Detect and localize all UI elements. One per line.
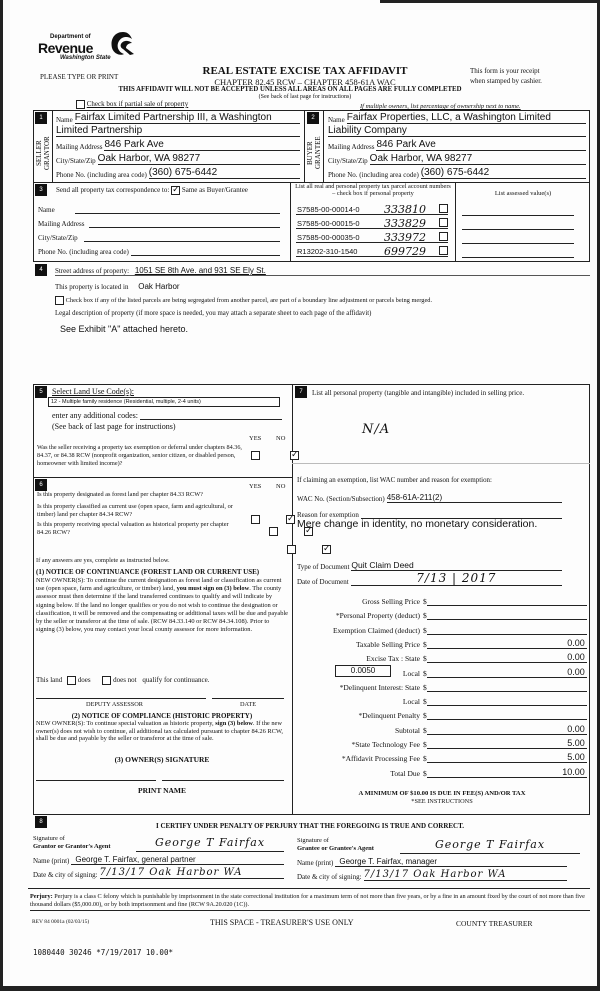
corr-address-input[interactable] [89,217,280,228]
money-label: Gross Selling Price [362,597,420,606]
currency-symbol: $ [423,625,427,635]
currency-symbol: $ [423,654,427,664]
buyer-city-value[interactable]: Oak Harbor, WA 98277 [369,153,473,164]
this-land-label: This land [36,676,63,685]
local-rate-box[interactable]: 0.0050 [335,665,391,677]
scan-border-top [380,0,600,3]
money-label: *Delinquent Interest: State [339,682,420,692]
seller-address-row [56,140,300,151]
assessed-header: List assessed value(s) [494,190,552,197]
buyer-city-row [328,154,586,165]
buyer-address-label: Mailing Address [328,143,375,151]
assessed-value-input[interactable] [462,220,574,230]
personal-property-label: List all personal property (tangible and intangible) included in selling price. [312,389,525,397]
parcel-row [296,203,448,215]
currency-symbol: $ [423,611,427,621]
seller-phone-row [56,168,300,179]
buyer-name-label: Name [328,116,345,124]
money-value[interactable] [427,609,587,620]
parcel-handwritten-id: 333810 [384,203,426,216]
parcel-row [296,245,448,257]
section-number-1: 1 [35,112,47,124]
rev-number: REV 84 0001a (02/03/15) [32,919,90,925]
notice1-bold: you must sign on (3) below [176,585,250,593]
seller-phone-value[interactable]: (360) 675-6442 [148,167,218,178]
wac-label: WAC No. (Section/Subsection) [297,495,385,503]
notice2-text-a: NEW OWNER(S): To continue special valuation as historic property, [36,720,214,727]
exemption-no-checkbox[interactable] [290,451,299,460]
county-treasurer-label: COUNTY TREASURER [456,919,533,928]
yes-no-question: Is this property classified as current use (open space, farm and agricultural, or timber) land per chapter 84.34 RCW? [37,503,233,518]
money-value[interactable]: 5.00 [427,738,587,749]
money-value[interactable]: 0.00 [427,638,587,649]
grantee-label: GRANTEE [314,136,322,170]
currency-symbol: $ [423,682,427,692]
print-name-label: PRINT NAME [138,786,186,795]
section-number-5: 5 [35,386,47,398]
seller-city-label: City/State/Zip [56,157,96,165]
wac-value[interactable]: 458-61A-211(2) [386,493,443,502]
receipt-note-1: This form is your receipt [470,67,540,75]
money-row [300,723,590,735]
currency-symbol: $ [423,711,427,721]
money-row [300,651,590,663]
grantee-name-label: Name (print) [297,859,334,867]
seller-address-label: Mailing Address [56,143,103,151]
land-use-label: Select Land Use Code(s): [52,387,134,396]
grantor-name-value[interactable]: George T. Fairfax, general partner [75,855,196,864]
assessed-divider [455,182,456,262]
seller-side-divider [52,110,53,182]
grantee-sig-label-2: Grantee or Grantee's Agent [297,844,374,852]
personal-property-value[interactable]: N/A [362,422,391,437]
assessed-value-input[interactable] [462,234,574,244]
if-yes-note: If any answers are yes, complete as instructed below. [36,557,170,564]
segregated-checkbox[interactable] [55,296,64,305]
grantor-date-value[interactable]: 7/13/17 Oak Harbor WA [99,867,243,878]
seller-city-value[interactable]: Oak Harbor, WA 98277 [97,153,201,164]
money-label: Subtotal [394,725,420,735]
section-number-6: 6 [35,479,47,491]
corr-name-row [38,203,280,214]
does-checkbox[interactable] [67,676,76,685]
additional-codes-label: enter any additional codes: [52,411,138,420]
parcel-row [296,217,448,229]
assessed-value-input[interactable] [462,248,574,258]
deputy-assessor-label: DEPUTY ASSESSOR [86,701,143,708]
currency-symbol: $ [423,725,427,735]
owner-signature-label: (3) OWNER(S) SIGNATURE [114,755,210,764]
wac-row [297,492,562,503]
scan-border-left [0,0,3,991]
notice1-text-a: NEW OWNER(S): To continue the current designation as forest land or classification as current use (open space, farm and agriculture, or timber) land, [36,577,282,593]
logo-state-text: Washington State [60,55,111,61]
corr-address-row [38,217,280,228]
perjury-bold: Perjury: [30,893,53,900]
money-row [300,737,590,749]
yes-no-question: Is this property designated as forest land per chapter 84.33 RCW? [37,491,203,498]
certify-statement: I CERTIFY UNDER PENALTY OF PERJURY THAT THE FOREGOING IS TRUE AND CORRECT. [155,822,464,830]
grantee-date-row [297,870,567,881]
money-label: Local [402,668,420,678]
land-use-select[interactable]: 12 - Multiple family residence (Residential, multiple, 2-4 units) [48,397,280,407]
section6-top-border [33,477,293,478]
exemption-intro: If claiming an exemption, list WAC number and reason for exemption: [297,477,492,484]
money-label: *Affidavit Processing Fee [341,754,420,764]
currency-symbol: $ [423,697,427,707]
seller-city-row [56,154,300,165]
seller-name-label: Name [56,116,73,124]
money-row [300,608,590,620]
buyer-label: BUYER [306,141,314,165]
s5-yes-header: YES [249,435,262,442]
notice1-title: (1) NOTICE OF CONTINUANCE (FOREST LAND OR CURRENT USE) [36,568,260,576]
reason-value[interactable]: Mere change in identity, no monetary consideration. [297,518,538,530]
money-value[interactable]: 10.00 [427,767,587,778]
currency-symbol: $ [423,597,427,606]
doc-date-value[interactable]: 7/13 | 2017 [416,571,497,585]
buyer-name-row-2 [328,126,586,137]
street-address-value[interactable]: 1051 SE 8th Ave. and 931 SE Ely St. [134,266,266,275]
money-value[interactable]: 0.00 [427,652,587,663]
grantor-label: GRANTOR [43,136,51,170]
money-label: Excise Tax : State [366,654,420,664]
perjury-notice [30,893,590,911]
treasurer-stamp: 1080440 30246 *7/19/2017 10.00* [33,948,173,957]
doc-date-row [297,571,562,586]
receipt-note-2: when stamped by cashier. [470,77,542,85]
send-correspondence-label: Send all property tax correspondence to: [56,186,170,195]
does-not-checkbox[interactable] [102,676,111,685]
owner-signature-line[interactable] [36,780,156,781]
segregated-label: Check box if any of the listed parcels are being segregated from another parcel, are part of a boundary line adjustment or parcels being merged. [65,296,433,304]
assessor-date-line[interactable] [212,698,284,699]
partial-sale-label: Check box if partial sale of property [86,100,189,109]
grantor-sig-label-2: Grantor or Grantor's Agent [33,842,111,850]
section-number-2: 2 [307,112,319,124]
buyer-side-label [305,126,323,182]
notice2-bold: sign (3) below [215,720,253,727]
located-in-value[interactable]: Oak Harbor [138,282,180,291]
grantee-date-value[interactable]: 7/13/17 Oak Harbor WA [363,869,507,880]
buyer-name-row [328,113,586,124]
buyer-phone-value[interactable]: (360) 675-6442 [420,167,490,178]
located-in-label: This property is located in [55,283,129,291]
notice2-text-b: . If the new owner(s) does not wish to continue, all additional tax calculated pursuant to chapter 84.26 RCW, shall be due and payable by the seller or transferor at the time of sale. [36,720,283,742]
money-label: *Personal Property (deduct) [335,611,420,621]
seller-address-value[interactable]: 846 Park Ave [104,139,164,150]
legal-description-label: Legal description of property (if more space is needed, you may attach a separate sheet to each page of the affidavit) [55,310,372,317]
corr-city-input[interactable] [84,231,280,242]
doc-type-value[interactable]: Quit Claim Deed [351,560,414,570]
deputy-assessor-line[interactable] [36,698,206,699]
form-title: REAL ESTATE EXCISE TAX AFFIDAVIT [202,65,408,77]
grantor-name-label: Name (print) [33,857,70,865]
partial-sale-checkbox[interactable] [76,100,85,109]
notice2-text [36,720,288,743]
personal-property-checkbox[interactable] [439,218,448,227]
money-value[interactable] [427,595,587,606]
buyer-address-value[interactable]: 846 Park Ave [376,139,436,150]
section7-mid-border [292,463,590,464]
question-yes-checkbox[interactable] [269,527,278,536]
s6-no-header: NO [276,483,286,490]
money-label: *State Technology Fee [351,740,420,749]
form-warning: THIS AFFIDAVIT WILL NOT BE ACCEPTED UNLESS ALL AREAS ON ALL PAGES ARE FULLY COMPLETED [118,86,462,93]
located-in-row [55,282,180,291]
personal-property-checkbox[interactable] [439,232,448,241]
street-address-row [55,266,590,276]
buyer-city-label: City/State/Zip [328,157,368,165]
parcel-handwritten-id: 333829 [384,217,426,230]
notice2-title: (2) NOTICE OF COMPLIANCE (HISTORIC PROPERTY) [71,712,253,720]
buyer-address-row [328,140,586,151]
seller-phone-label: Phone No. (including area code) [56,171,147,179]
grantee-sig-label-1: Signature of [297,837,329,844]
multiple-owners-note: If multiple owners, list percentage of ownership next to name. [360,103,521,110]
dor-logo [38,30,138,66]
money-row [300,637,590,649]
grantee-name-row [297,856,567,867]
grantor-date-row [33,868,284,879]
question-yes-checkbox[interactable] [251,515,260,524]
s6-yes-header: YES [249,483,262,490]
money-label: Taxable Selling Price [355,639,420,649]
currency-symbol: $ [423,740,427,749]
money-value[interactable] [427,681,587,692]
buyer-side-divider [323,110,324,182]
money-row [300,666,590,678]
section8-bottom-border [28,888,590,889]
currency-symbol: $ [423,639,427,649]
money-value[interactable] [427,709,587,720]
grantor-date-label: Date & city of signing: [33,871,98,879]
exemption-question: Was the seller receiving a property tax exemption or deferral under chapters 84.36, 84.37, or 84.38 RCW (nonprofit organization, senior citizen, or disabled person, homeowner with limited income)? [37,444,242,467]
grantor-sig-label-1: Signature of [33,835,65,842]
reason-label: Reason for exemption [297,511,359,519]
form-chapter: CHAPTER 82.45 RCW – CHAPTER 458-61A WAC [214,77,396,87]
continuance-row [36,676,209,685]
correspondence-divider [290,182,291,262]
question-yes-checkbox[interactable] [287,545,296,554]
grantor-name-row [33,854,284,865]
money-row [300,766,590,778]
money-row [300,694,590,706]
personal-property-checkbox[interactable] [439,204,448,213]
corr-address-label: Mailing Address [38,220,85,228]
seller-name-row [56,113,300,124]
qualify-label: qualify for continuance. [142,676,210,685]
doc-type-row [297,560,562,571]
seller-label: SELLER [35,140,43,166]
notice1-text [36,577,288,634]
scan-border-bottom [0,986,600,991]
seller-name-line2[interactable]: Limited Partnership [56,125,143,136]
money-row [300,594,590,606]
money-row [300,623,590,635]
partial-sale-row [76,100,188,109]
parcel-number[interactable]: S7585-00-00015-0 [297,219,360,228]
dor-swirl-icon [108,30,138,58]
parcel-handwritten-id: 333972 [384,231,426,244]
seller-name-line1[interactable]: Fairfax Limited Partnership III, a Washington [74,112,272,123]
assessed-value-input[interactable] [462,206,574,216]
s5-no-header: NO [276,435,286,442]
yes-no-question: Is this property receiving special valuation as historical property per chapter 84.26 RCW? [37,521,229,536]
logo-department-text: Department of [50,34,91,40]
money-label: *Delinquent Penalty [358,711,420,721]
money-label: Local [402,697,420,707]
currency-symbol: $ [423,754,427,764]
money-row [300,708,590,720]
segregated-row [55,296,432,305]
question-no-checkbox[interactable] [286,515,295,524]
section-number-4: 4 [35,264,47,276]
money-value[interactable]: 0.00 [427,667,587,678]
print-name-line[interactable] [162,780,284,781]
money-row [300,680,590,692]
doc-date-label: Date of Document [297,578,349,586]
money-value[interactable] [427,695,587,706]
parcel-handwritten-id: 699729 [384,245,426,258]
additional-codes-row [52,409,282,420]
additional-codes-input[interactable] [140,409,282,420]
same-as-buyer-label: Same as Buyer/Grantee [181,186,248,195]
section-number-7: 7 [295,386,307,398]
doc-type-label: Type of Document [297,563,350,571]
does-label: does [77,676,91,685]
grantee-signature[interactable]: George T Fairfax [400,838,580,854]
land-use-see-back: (See back of last page for instructions) [52,422,176,431]
minimum-note: A MINIMUM OF $10.00 IS DUE IN FEE(S) AND/OR TAX [358,790,526,797]
corr-phone-input[interactable] [131,245,280,256]
please-type-label: PLEASE TYPE OR PRINT [40,73,119,81]
question-no-checkbox[interactable] [322,545,331,554]
buyer-phone-label: Phone No. (including area code) [328,171,419,179]
parcels-header: List all real and personal property tax parcel account numbers – check box if personal property [295,183,451,197]
currency-symbol: $ [423,768,427,778]
buyer-name-line1[interactable]: Fairfax Properties, LLC, a Washington Limited [346,112,551,123]
logo-revenue-text: Revenue [38,40,93,56]
section8-top-border [33,814,590,815]
money-value[interactable]: 5.00 [427,752,587,763]
corr-city-row [38,231,280,242]
corr-phone-label: Phone No. (including area code) [38,248,129,256]
section-number-3: 3 [35,184,47,196]
grantor-signature[interactable]: George T Fairfax [136,836,284,852]
corr-phone-row [38,245,280,256]
parcel-number[interactable]: R13202-310-1540 [297,247,358,256]
does-not-label: does not [113,676,137,685]
money-row [300,751,590,763]
assessor-date-label: DATE [240,701,257,708]
corr-city-label: City/State/Zip [38,234,78,242]
same-as-buyer-checkbox[interactable] [171,186,180,195]
seller-side-label [34,126,52,182]
lower-left-border [33,384,34,814]
section-number-8: 8 [35,816,47,828]
grantor-sig-label [33,835,111,850]
see-instructions-note: *SEE INSTRUCTIONS [411,798,473,805]
grantee-sig-label [297,837,374,852]
parcel-number[interactable]: S7585-00-00035-0 [297,233,360,242]
buyer-name-line2[interactable]: Liability Company [328,125,407,136]
see-back-note: (See back of last page for instructions) [258,94,352,100]
personal-property-checkbox[interactable] [439,246,448,255]
money-label: Exemption Claimed (deduct) [332,625,420,635]
money-value[interactable]: 0.00 [427,724,587,735]
money-label: Total Due [390,768,420,778]
currency-symbol: $ [423,668,427,678]
money-value[interactable] [427,624,587,635]
parcel-row [296,231,448,243]
notice1-text-b: . The county assessor must then determine if the land transferred continues to qualify and will indicate by signing below. If the land no longer qualifies or you do not wish to continue the designation or classification, it will be removed and the compensating or additional taxes will be due and payable by the seller or transferor at the time of sale. (RCW 84.33.140 or RCW 84.34.108). Prior to signing (3) below, you may contact your local county assessor for more information. [36,585,288,634]
send-correspondence-row [56,186,248,195]
legal-description-value[interactable]: See Exhibit "A" attached hereto. [60,324,188,334]
exemption-yes-checkbox[interactable] [251,451,260,460]
buyer-phone-row [328,168,586,179]
street-address-label: Street address of property: [55,267,130,275]
treasurer-use-label: THIS SPACE - TREASURER'S USE ONLY [210,918,354,927]
grantee-date-label: Date & city of signing: [297,873,362,881]
parcel-number[interactable]: S7585-00-00014-0 [297,205,360,214]
corr-name-input[interactable] [75,203,280,214]
perjury-text: Perjury is a class C felony which is punishable by imprisonment in the state correctional institution for a maximum term of not more than five years, or by a fine in an amount fixed by the court of not more than five thousand dollars ($5,000.00), or by both imprisonment and fine (RCW 9A.20.020 (1C)). [30,893,585,908]
seller-name-row-2 [56,126,300,137]
lower-top-border [33,384,590,385]
grantee-name-value[interactable]: George T. Fairfax, manager [339,857,438,866]
corr-name-label: Name [38,206,55,214]
